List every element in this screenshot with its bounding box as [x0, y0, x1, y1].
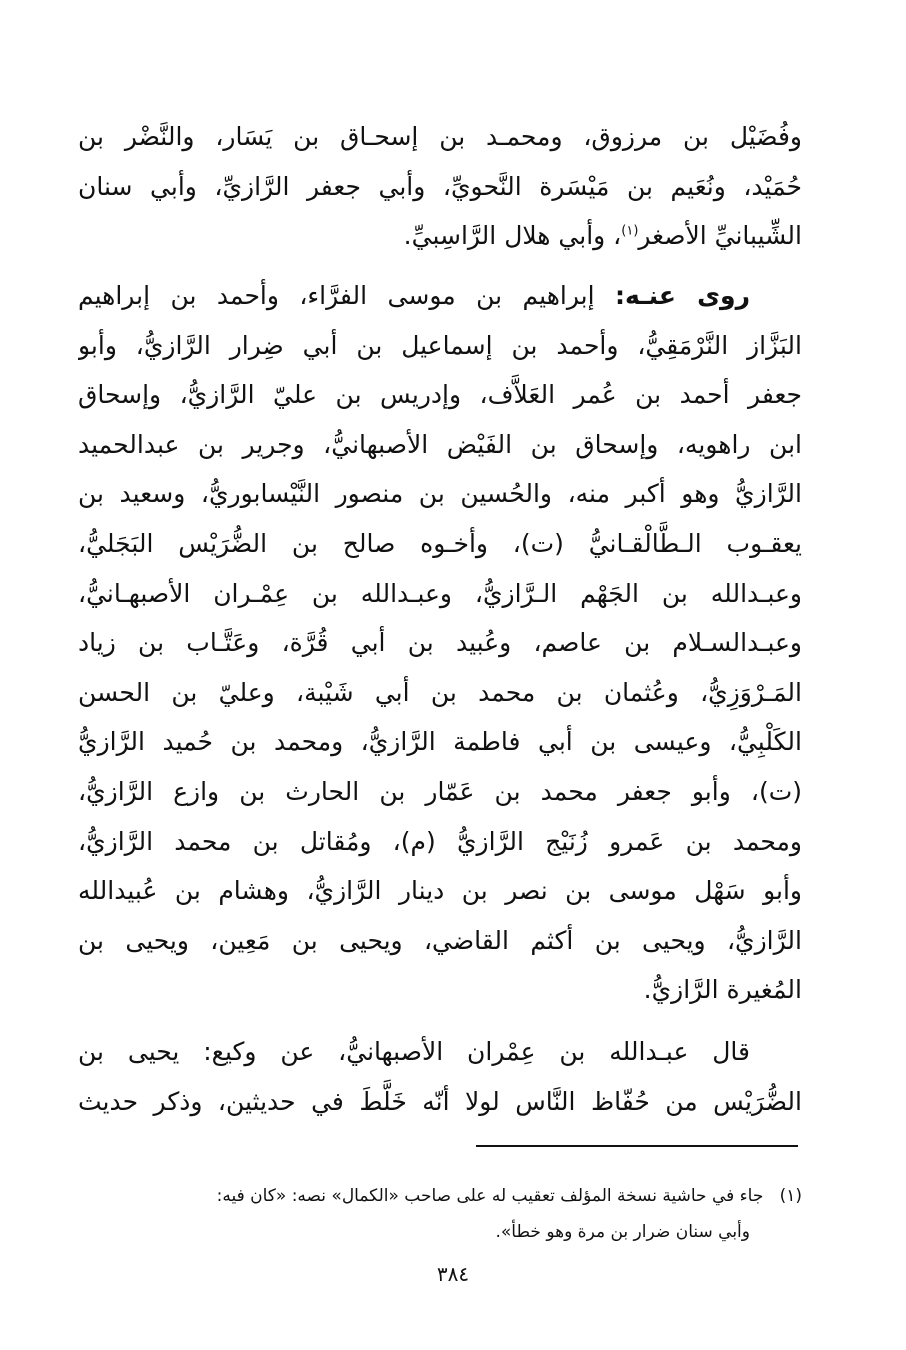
footnote-line	[78, 1214, 802, 1250]
text-line: (ت)، وأبو جعفر محمد بن عَمّار بن الحارث بن وازع الرَّازيُّ،	[78, 776, 802, 806]
text-line: وأبو سَهْل موسى بن نصر بن دينار الرَّازيُّ، وهشام بن عُبيدالله	[78, 876, 802, 906]
text-line: ابن راهويه، وإسحاق بن الفَيْض الأصبهانيُّ، وجرير بن عبدالحميد	[78, 429, 802, 459]
text-line: وفُضَيْل بن مرزوق، ومحمـد بن إسحـاق بن يَسَار، والنَّضْر بن	[78, 122, 802, 151]
text-fragment: ، وأبي هلال الرَّاسِبيِّ.	[403, 221, 622, 251]
section-heading: روى عنـه:	[614, 281, 750, 310]
footnote	[78, 1178, 802, 1250]
text-line: الرَّازيُّ وهو أكبر منه، والحُسين بن منصور النَّيْسابوريُّ، وسعيد بن	[78, 479, 802, 509]
text-fragment: إبراهيم بن موسى الفرَّاء، وأحمد بن إبراهيم	[78, 281, 615, 310]
footnote-divider	[476, 1145, 798, 1147]
footnote-reference: (١)	[621, 223, 639, 239]
text-line	[78, 1027, 802, 1077]
text-line: جعفر أحمد بن عُمر العَلاَّف، وإدريس بن عليّ الرَّازيُّ، وإسحاق	[78, 380, 802, 410]
text-line: حُمَيْد، ونُعَيم بن مَيْسَرة النَّحويِّ، وأبي جعفر الرَّازيِّ، وأبي سنان	[78, 171, 802, 201]
page-number: ٣٨٤	[436, 1262, 470, 1286]
text-line: المَـرْوَزِيُّ، وعُثمان بن محمد بن أبي شَيْبة، وعليّ بن الحسن	[78, 677, 802, 707]
text-line: وعبـدالسـلام بن عاصم، وعُبيد بن أبي قُرَّة، وعَتَّـاب بن زياد	[78, 628, 802, 658]
quote-paragraph	[78, 1027, 802, 1126]
narrators-paragraph	[78, 271, 802, 1015]
footnote-line	[78, 1178, 802, 1214]
text-fragment: الشِّيبانيِّ الأصغر	[638, 221, 802, 251]
text-line: وعبـدالله بن الجَهْم الـرَّازيُّ، وعبـدالله بن عِمْـران الأصبهـانيُّ،	[78, 578, 802, 608]
footnote-number: (١)	[779, 1186, 802, 1206]
text-line: الضُّرَيْس من حُفّاظ النَّاس لولا أنّه خَلَّطَ في حديثين، وذكر حديث	[78, 1086, 802, 1116]
text-line	[78, 271, 802, 321]
footnote-text: وأبي سنان ضرار بن مرة وهو خطأ».	[495, 1222, 750, 1242]
text-line: البَزَّاز النَّرْمَقِيُّ، وأحمد بن إسماعيل بن أبي ضِرار الرَّازيُّ، وأبو	[78, 330, 802, 360]
text-fragment: قال عبـدالله بن عِمْران الأصبهانيُّ، عن وكيع: يحيى بن	[78, 1037, 750, 1066]
intro-paragraph	[78, 112, 802, 261]
text-line: يعقـوب الـطَّالْقـانيُّ (ت)، وأخـوه صالح بن الضُّرَيْس البَجَليُّ،	[78, 528, 802, 558]
text-line	[78, 211, 802, 261]
text-line: الرَّازيُّ، ويحيى بن أكثم القاضي، ويحيى بن مَعِين، ويحيى بن	[78, 925, 802, 955]
text-line: ومحمد بن عَمرو زُنَيْج الرَّازيُّ (م)، ومُقاتل بن محمد الرَّازيُّ،	[78, 826, 802, 856]
text-line: المُغيرة الرَّازيُّ.	[643, 975, 802, 1005]
text-line: الكَلْبِيُّ، وعيسى بن أبي فاطمة الرَّازيُّ، ومحمد بن حُميد الرَّازيُّ	[78, 727, 802, 757]
footnote-text: جاء في حاشية نسخة المؤلف تعقيب له على صاحب «الكمال» نصه: «كان فيه:	[216, 1186, 764, 1206]
